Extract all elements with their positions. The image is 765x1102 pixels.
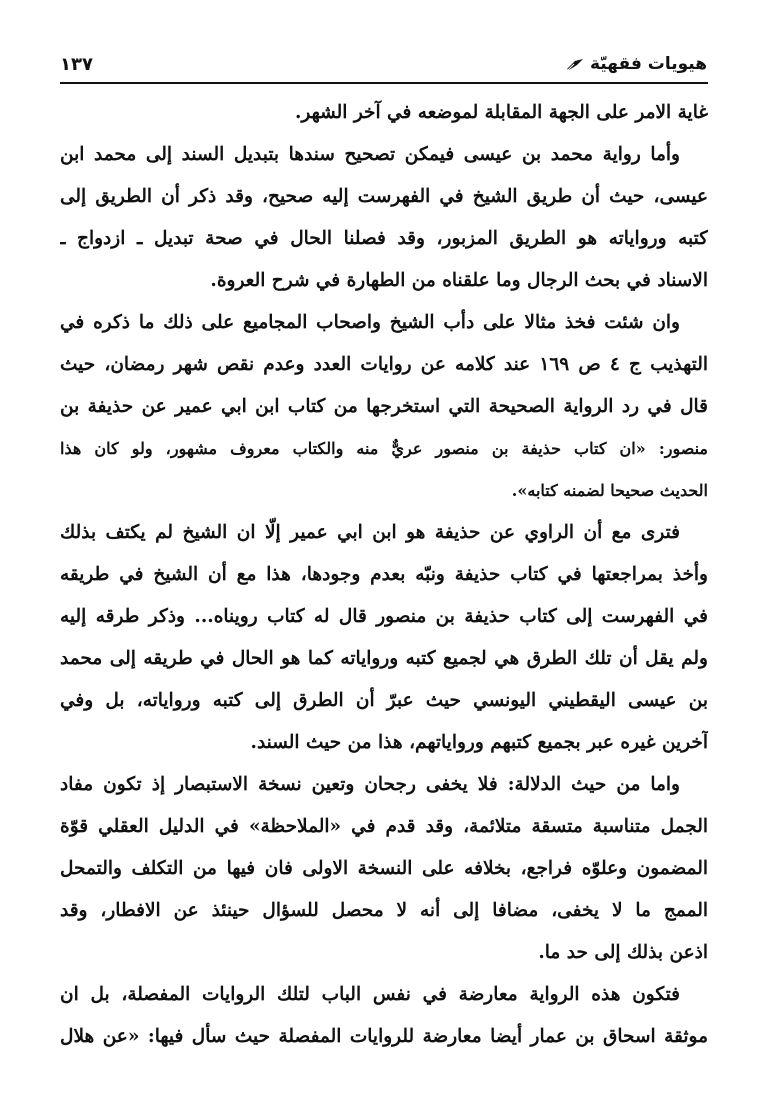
text-line: الممج ما لا يخفى، مضافا إلى أنه لا محصل للسؤال حينئذ عن الافطار، وقد [60, 900, 708, 921]
text-line: بن عيسى اليقطيني اليونسي حيث عبرّ أن الطرق إلى كتبه ورواياته، بل وفي [60, 690, 708, 711]
text-line: كتبه ورواياته هو الطريق المزبور، وقد فصلنا الحال في صحة تبديل ـ ازدواج ـ [60, 228, 708, 249]
text-line: ولم يقل أن تلك الطرق هي لجميع كتبه ورواياته كما هو الحال في طريقه إلى محمد [60, 648, 708, 669]
text-line: وأما رواية محمد بن عيسى فيمكن تصحيح سندها بتبديل السند إلى محمد ابن [60, 144, 680, 165]
running-header-title: هيويات فقهيّة [590, 54, 707, 74]
quill-icon [566, 57, 584, 71]
text-line: منصور: «ان كتاب حذيفة بن منصور عريٌّ منه والكتاب معروف مشهور، ولو كان هذا [60, 439, 708, 458]
text-line: آخرين غيره عبر بجميع كتبهم ورواياتهم، هذا من حيث السند. [250, 732, 708, 753]
text-line: فتكون هذه الرواية معارضة في نفس الباب لتلك الروايات المفصلة، بل ان [60, 984, 680, 1005]
text-line: في الفهرست إلى كتاب حذيفة بن منصور قال له كتاب رويناه... وذكر طرقه إليه [60, 606, 708, 627]
page-header [60, 52, 707, 82]
text-line: واما من حيث الدلالة: فلا يخفى رجحان وتعين نسخة الاستبصار إذ تكون مفاد [60, 774, 680, 795]
text-line: عيسى، حيث أن طريق الشيخ في الفهرست إليه صحيح، وقد ذكر أن الطريق إلى [60, 186, 708, 207]
text-line: فترى مع أن الراوي عن حذيفة هو ابن ابي عمير إلّا ان الشيخ لم يكتف بذلك [60, 522, 680, 543]
text-line: غاية الامر على الجهة المقابلة لموضعه في آخر الشهر. [294, 102, 708, 123]
text-line: وأخذ بمراجعتها في كتاب حذيفة ونبّه بعدم وجودها، هذا مع أن الشيخ في طريقه [60, 564, 708, 585]
text-line: التهذيب ج ٤ ص ١٦٩ عند كلامه عن روايات العدد وعدم نقص شهر رمضان، حيث [60, 354, 708, 375]
text-line: الحديث صحيحا لضمنه كتابه». [511, 481, 708, 500]
page-number: ١٣٧ [60, 54, 93, 75]
text-line: موثقة اسحاق بن عمار أيضا معارضة للروايات المفصلة حيث سأل فيها: «عن هلال [60, 1026, 708, 1047]
header-divider [60, 82, 708, 84]
text-line: الجمل متناسبة متسقة متلائمة، وقد قدم في «الملاحظة» في الدليل العقلي قوّة [60, 816, 708, 837]
body-text [60, 92, 708, 1058]
text-line: اذعن بذلك إلى حد ما. [538, 942, 708, 963]
text-line: الاسناد في بحث الرجال وما علقناه من الطهارة في شرح العروة. [210, 270, 708, 291]
text-line: وان شئت فخذ مثالا على دأب الشيخ واصحاب المجاميع على ذلك ما ذكره في [60, 312, 680, 333]
text-line: المضمون وعلوّه فراجع، بخلافه على النسخة الاولى فان فيها من التكلف والتمحل [60, 858, 708, 879]
text-line: قال في رد الرواية الصحيحة التي استخرجها من كتاب ابن ابي عمير عن حذيفة بن [60, 396, 708, 417]
running-header [566, 54, 707, 74]
